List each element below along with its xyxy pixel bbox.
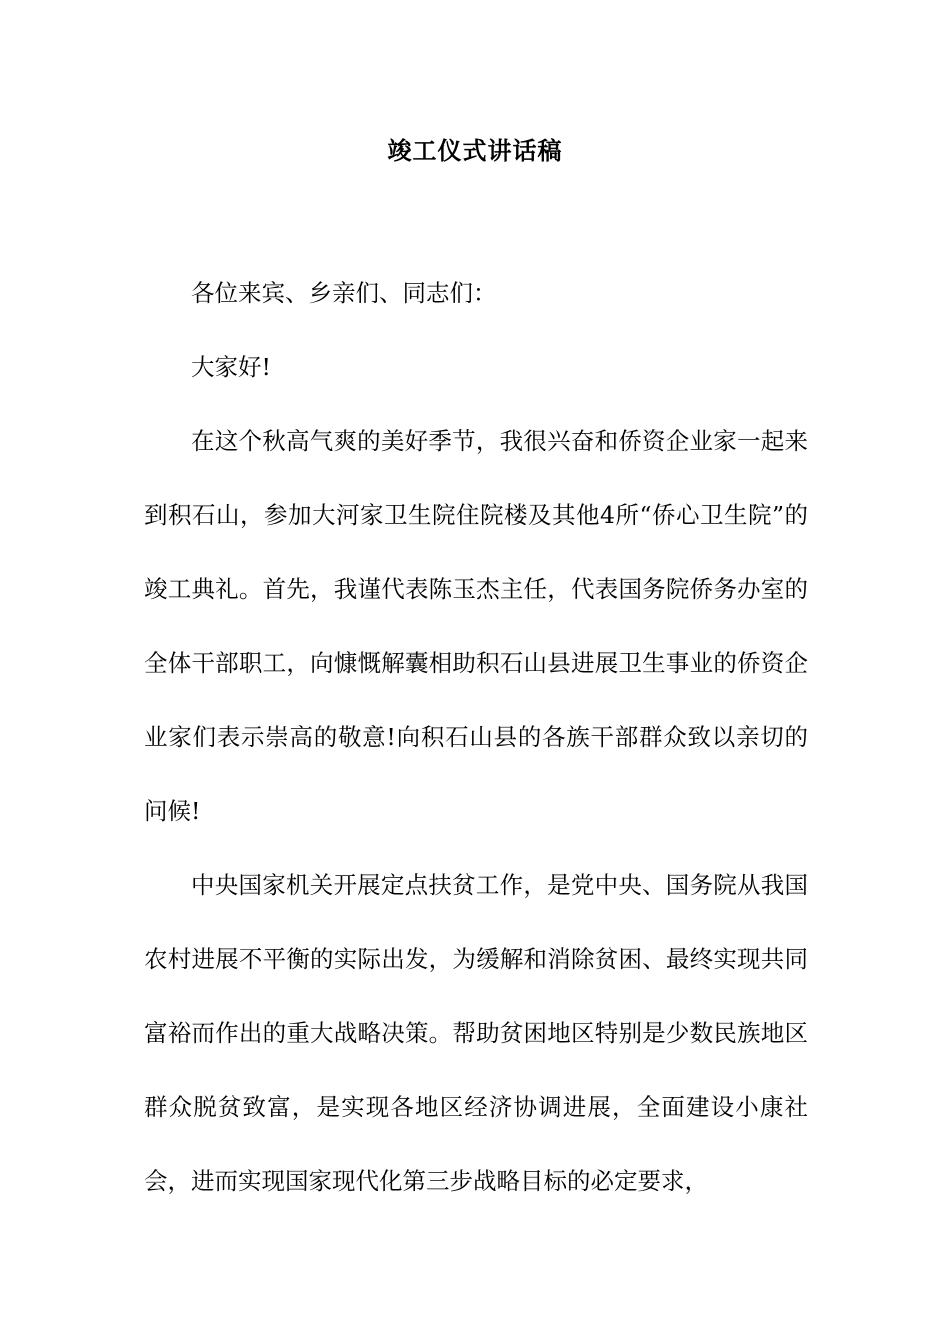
paragraph-intro: 在这个秋高气爽的美好季节，我很兴奋和侨资企业家一起来到积石山，参加大河家卫生院住院楼及其他4所“侨心卫生院”的竣工典礼。首先，我谨代表陈玉杰主任，代表国务院侨务办室的全体干部职工，向慷慨解囊相助积石山县进展卫生事业的侨资企业家们表示崇高的敬意!向积石山县的各族干部群众致以亲切的问候!: [144, 427, 808, 825]
body-text: [144, 256, 808, 1218]
paragraph-greeting: 各位来宾、乡亲们、同志们：: [191, 279, 497, 307]
paragraph-policy: 中央国家机关开展定点扶贫工作，是党中央、国务院从我国农村进展不平衡的实际出发，为缓解和消除贫困、最终实现共同富裕而作出的重大战略决策。帮助贫困地区特别是少数民族地区群众脱贫致富，是实现各地区经济协调进展，全面建设小康社会，进而实现国家现代化第三步战略目标的必定要求，: [144, 871, 808, 1195]
paragraph-hello: 大家好!: [191, 353, 271, 381]
page-title: 竣工仪式讲话稿: [387, 136, 563, 165]
